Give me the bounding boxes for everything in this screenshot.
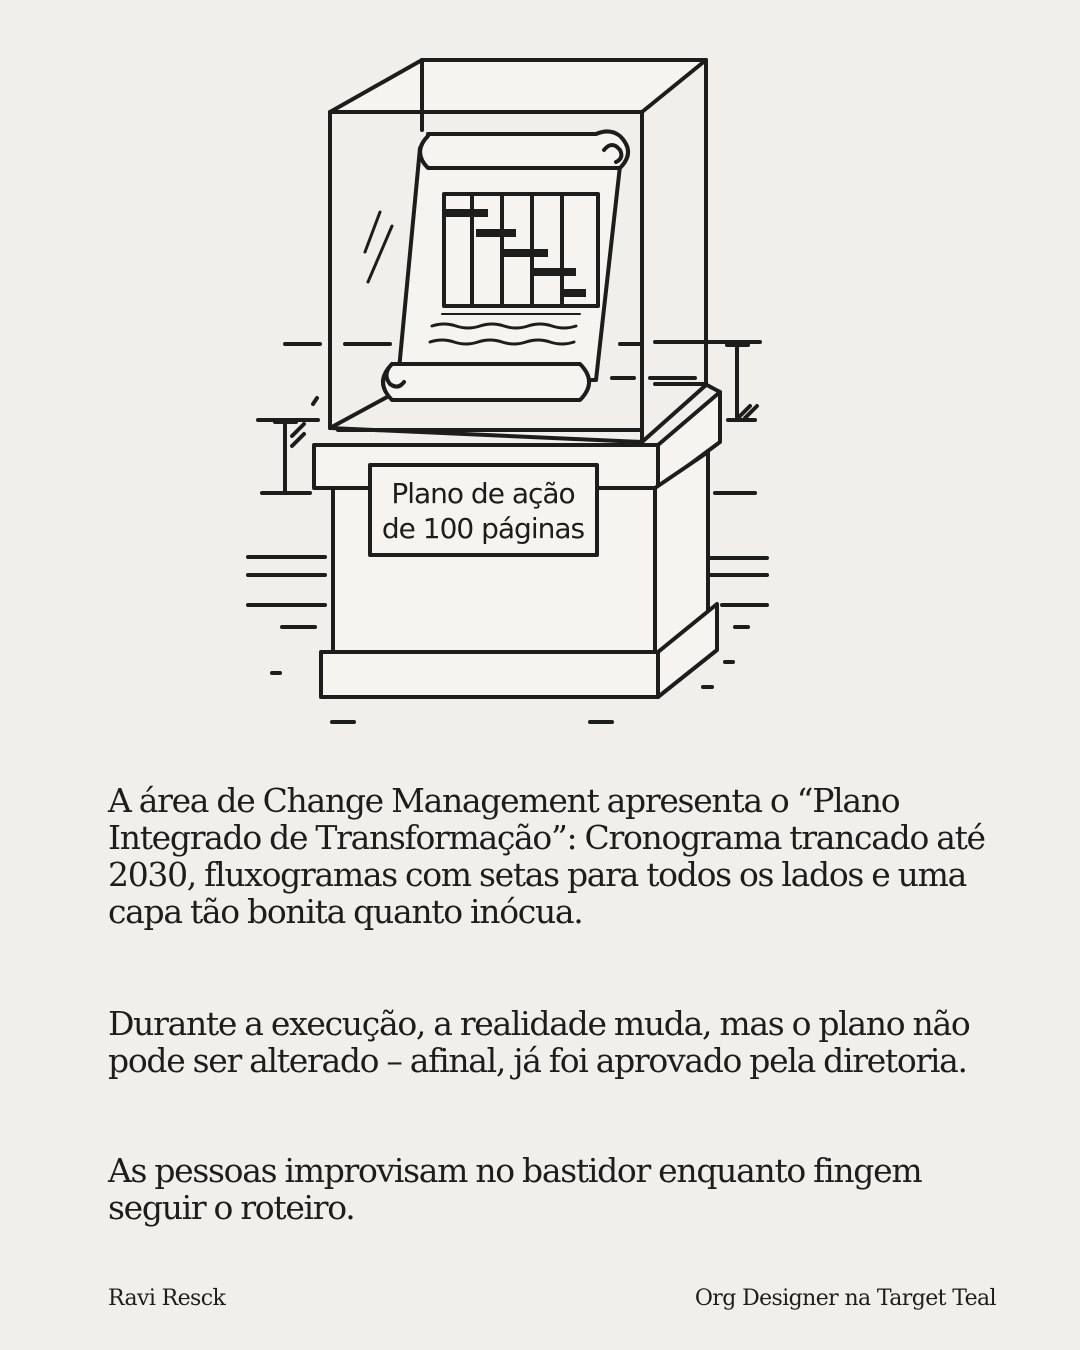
- plaque-line-2: de 100 páginas: [381, 512, 585, 545]
- measure-marker-right: [727, 345, 757, 418]
- paragraph-2: Durante a execução, a realidade muda, mas o plano não pode ser alterado – afinal, já foi aprovado pela diretoria.: [108, 1004, 970, 1080]
- author-name: Ravi Resck: [108, 1286, 226, 1311]
- paragraph-3: As pessoas improvisam no bastidor enquanto fingem seguir o roteiro.: [108, 1151, 922, 1227]
- paragraph-1: A área de Change Management apresenta o “Plano Integrado de Transformação”: Cronograma trancado até 2030, fluxogramas com setas para todos os lados e uma capa tão bonita quanto inócua.: [108, 781, 985, 931]
- measure-marker-left: [275, 422, 304, 493]
- author-role: Org Designer na Target Teal: [694, 1286, 996, 1311]
- scroll-document: [383, 131, 628, 400]
- plaque-line-1: Plano de ação: [391, 477, 575, 510]
